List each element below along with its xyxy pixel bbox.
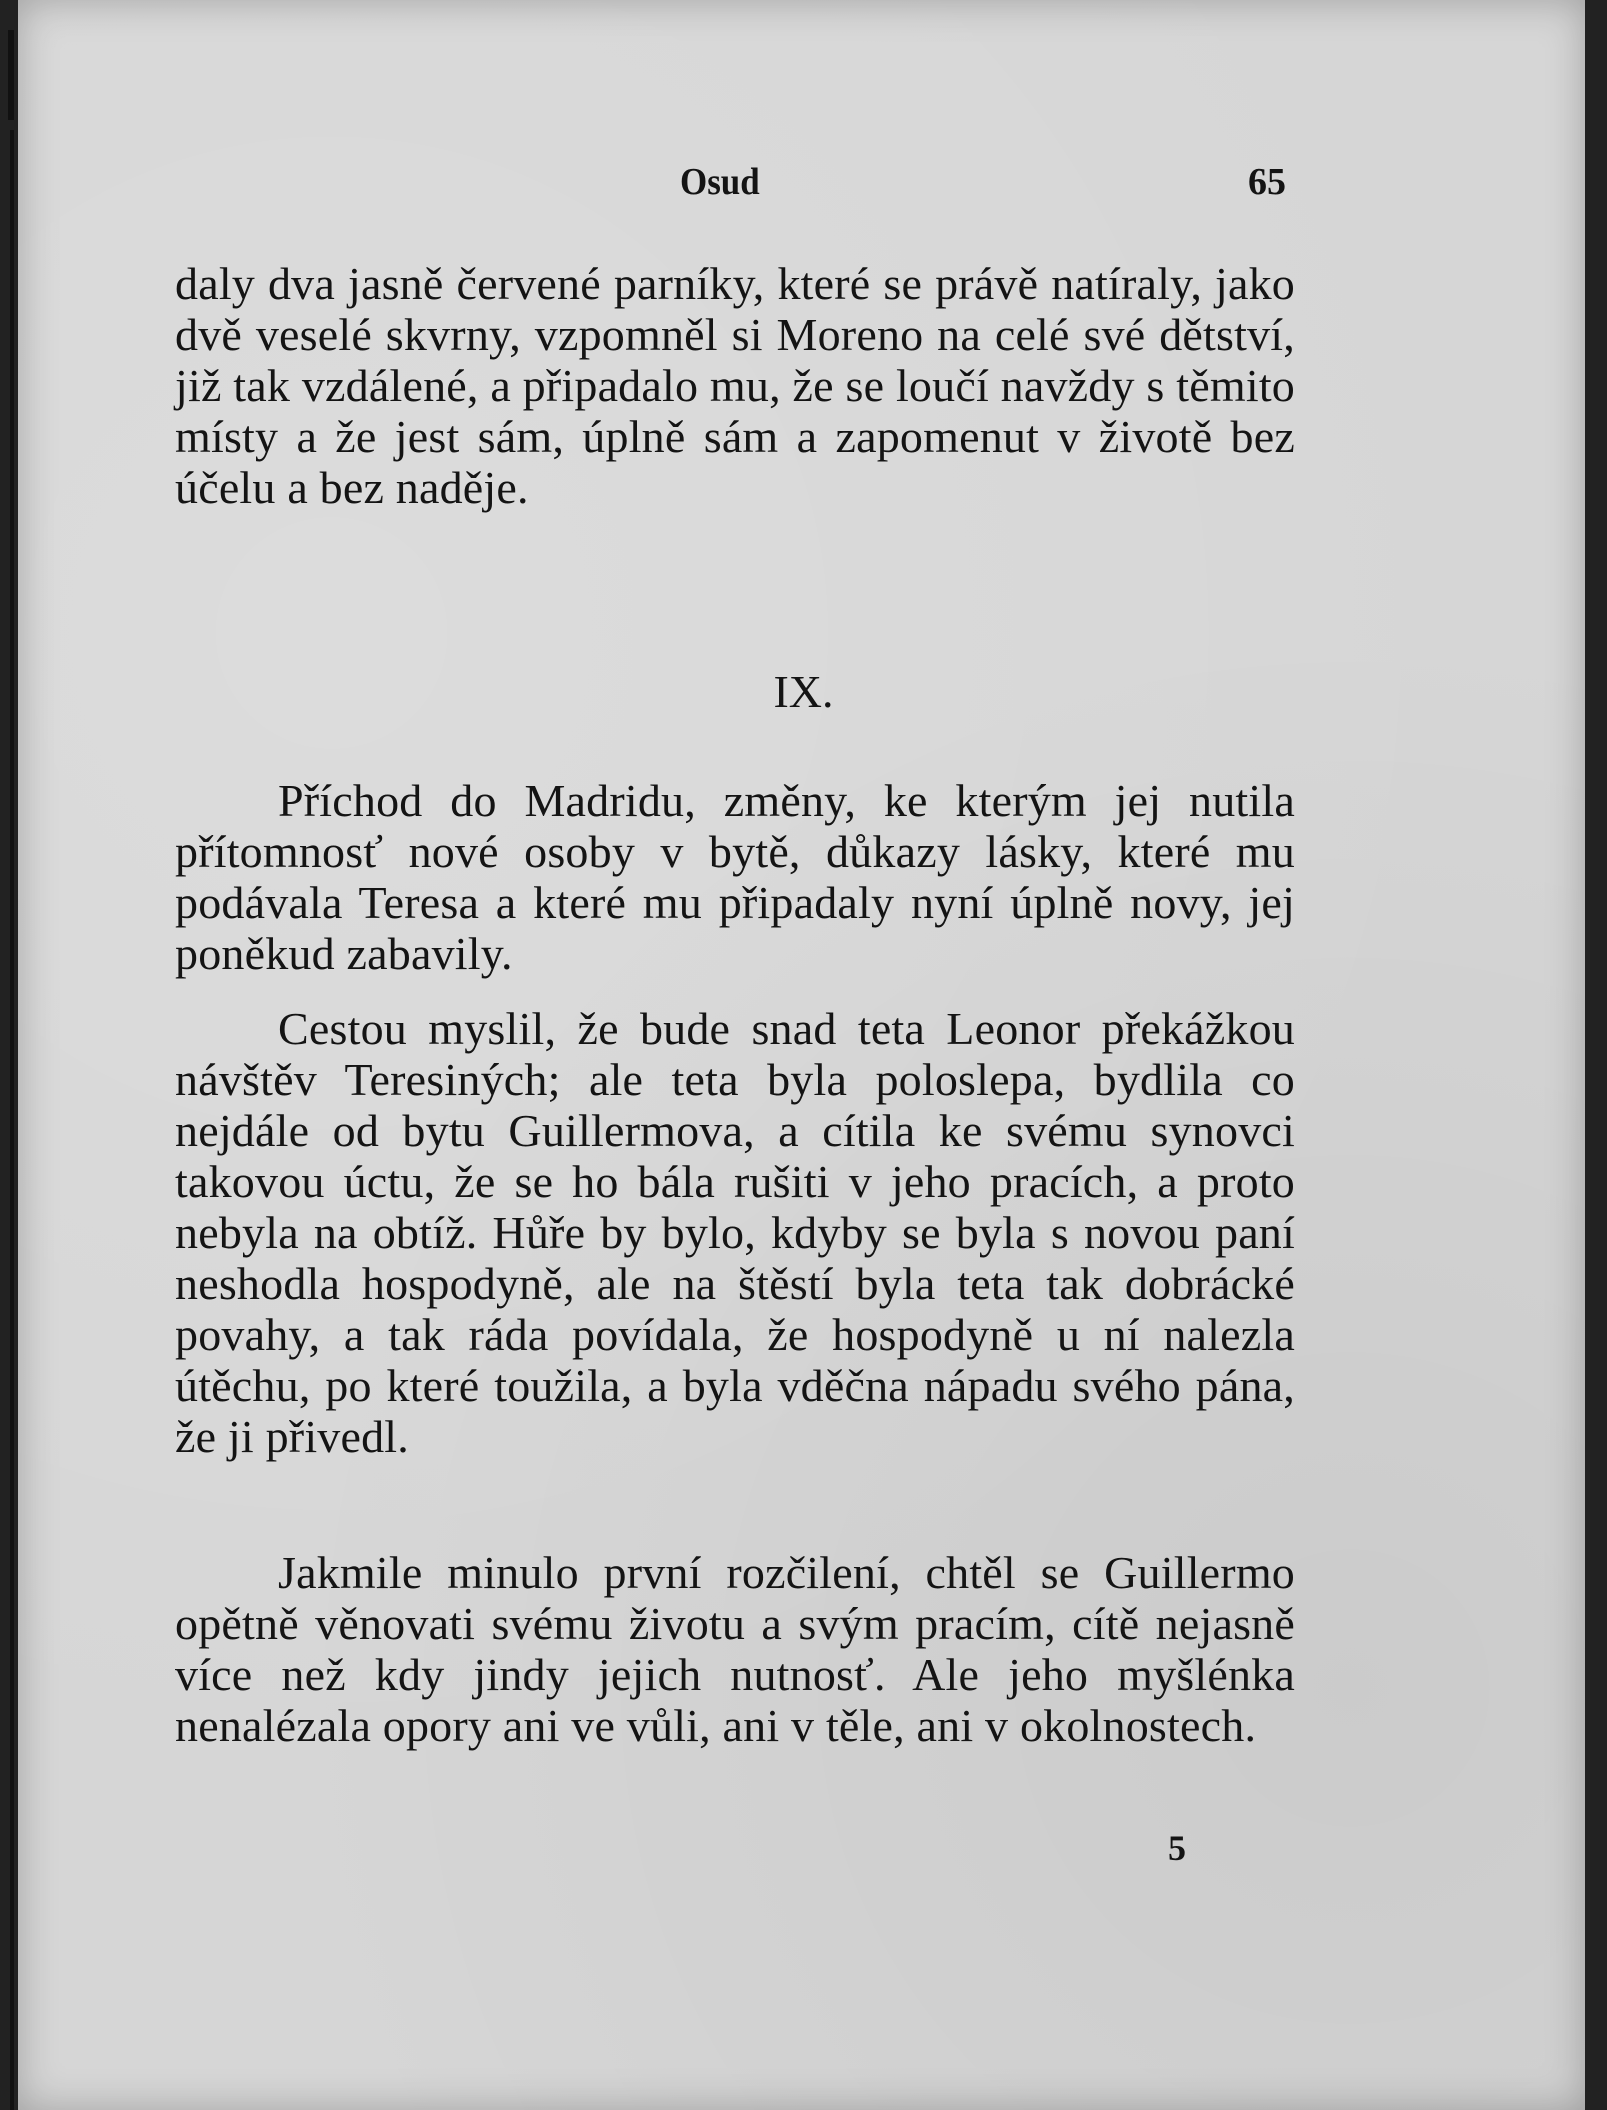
scan-right-border: [1585, 0, 1607, 2110]
binding-mark: [8, 30, 14, 120]
paragraph-1-text: daly dva jasně červené parníky, které se právě natíraly, jako dvě veselé skvrny, vzpomněl si Moreno na celé své dětství, již tak vzdálené, a připadalo mu, že se loučí navždy s těmito místy a že jest sám, úplně sám a zapomenut v životě bez účelu a bez naděje.: [175, 258, 1295, 513]
paragraph-continuation: [175, 258, 1295, 513]
page-number: 65: [1248, 161, 1286, 203]
scan-left-border: [0, 0, 18, 2110]
paragraph-4-text: Jakmile minulo první rozčilení, chtěl se Guillermo opětně věnovati svému životu a svým pracím, cítě nejasně více než kdy jindy jejich nutnosť. Ale jeho myšlénka nenalézala opory ani ve vůli, ani v těle, ani v okolnostech.: [175, 1547, 1295, 1751]
paragraph-2: [175, 775, 1295, 979]
chapter-heading: IX.: [773, 666, 834, 717]
paragraph-4: [175, 1547, 1295, 1751]
running-title: Osud: [680, 161, 760, 203]
binding-line: [10, 130, 14, 2110]
paragraph-2-text: Příchod do Madridu, změny, ke kterým jej nutila přítomnosť nové osoby v bytě, důkazy lásky, které mu podávala Teresa a které mu připadaly nyní úplně novy, jej poněkud zabavily.: [175, 775, 1295, 979]
page-header: [0, 160, 1607, 220]
paragraph-3-text: Cestou myslil, že bude snad teta Leonor překážkou návštěv Teresiných; ale teta byla poloslepa, bydlila co nejdále od bytu Guillermova, a cítila ke svému synovci takovou úctu, že se ho bála rušiti v jeho pracích, a proto nebyla na obtíž. Hůře by bylo, kdyby se byla s novou paní neshodla hospodyně, ale na štěstí byla teta tak dobrácké povahy, a tak ráda povídala, že hospodyně u ní nalezla útěchu, po které toužila, a byla vděčna nápadu svého pána, že ji přivedl.: [175, 1003, 1295, 1462]
paragraph-3: [175, 1003, 1295, 1462]
signature-mark: 5: [1168, 1828, 1186, 1868]
